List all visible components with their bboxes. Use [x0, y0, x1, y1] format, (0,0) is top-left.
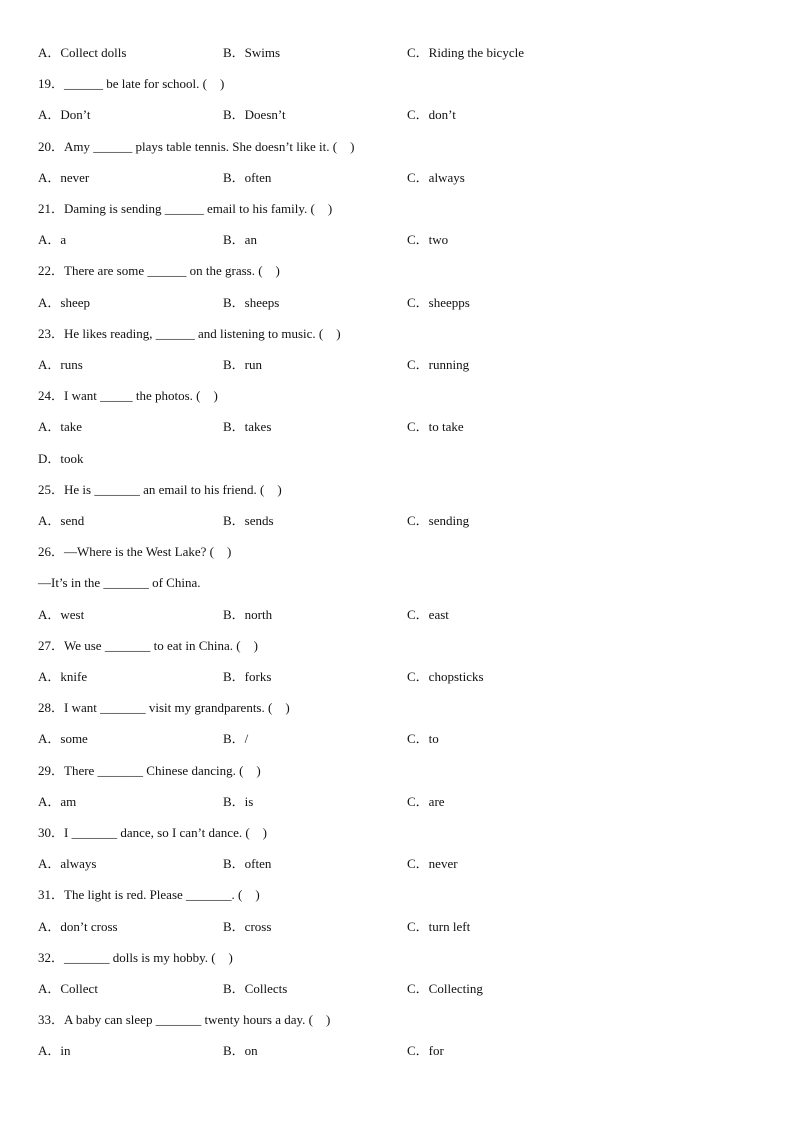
question-line [38, 387, 218, 405]
question-text: 20．Amy ______ plays table tennis. She doesn’t like it. ( ) [38, 138, 355, 154]
answer-option: C．Collecting [407, 981, 483, 996]
question-text: 25．He is _______ an email to his friend. ( ) [38, 481, 282, 497]
question-line [38, 824, 267, 842]
question-line [38, 637, 258, 655]
question-text: 26．—Where is the West Lake? ( ) [38, 544, 232, 560]
question-text: 19．______ be late for school. ( ) [38, 76, 225, 92]
answer-option: C．are [407, 793, 445, 809]
answer-option: C．running [407, 357, 470, 372]
answer-option: A．never [38, 169, 90, 185]
answer-option: B．forks [223, 669, 272, 684]
answer-option: B．Swims [223, 45, 281, 60]
question-text: 21．Daming is sending ______ email to his family. ( ) [38, 201, 333, 216]
question-line [38, 574, 201, 592]
answer-option: A．take [38, 419, 83, 435]
answer-option: C．to [407, 731, 439, 747]
answer-option: B．sheeps [223, 294, 280, 310]
question-text: 33．A baby can sleep _______ twenty hours a day. ( ) [38, 1012, 331, 1028]
question-line [38, 200, 332, 218]
question-text: 29．There _______ Chinese dancing. ( ) [38, 762, 261, 778]
answer-option: C．for [407, 1043, 444, 1059]
answer-option: A．in [38, 1043, 71, 1059]
answer-option: B．is [223, 793, 254, 809]
answer-option: B．/ [223, 731, 249, 747]
question-text: 30．I _______ dance, so I can’t dance. ( ) [38, 825, 267, 840]
answer-option: B．north [223, 606, 273, 622]
answer-option: C．sending [407, 513, 470, 528]
answer-option: A．don’t cross [38, 918, 118, 934]
answer-option: A．some [38, 731, 88, 747]
answer-option: A．sheep [38, 294, 90, 310]
answer-option: C．Riding the bicycle [407, 45, 524, 60]
answer-option: C．never [407, 856, 458, 872]
question-text: 31．The light is red. Please _______. ( ) [38, 887, 260, 903]
question-text: 28．I want _______ visit my grandparents. ( ) [38, 700, 290, 716]
answer-option: C．don’t [407, 107, 456, 123]
answer-option: A．always [38, 856, 97, 872]
question-line [38, 949, 233, 967]
answer-option: B．run [223, 357, 263, 372]
answer-option: A．knife [38, 669, 88, 684]
question-line [38, 75, 224, 93]
question-line [38, 138, 354, 156]
answer-option: A．Collect [38, 981, 98, 996]
answer-option: C．east [407, 606, 449, 622]
question-line [38, 762, 261, 780]
answer-option: A．send [38, 513, 85, 528]
question-text: 22．There are some ______ on the grass. ( ) [38, 263, 280, 279]
answer-option: C．two [407, 232, 449, 248]
answer-option: C．always [407, 169, 465, 185]
answer-option: A．Collect dolls [38, 45, 127, 60]
answer-option: A．am [38, 793, 77, 809]
question-line [38, 699, 290, 717]
answer-option: A．Don’t [38, 107, 91, 123]
answer-option: C．chopsticks [407, 669, 484, 684]
question-text: 24．I want _____ the photos. ( ) [38, 388, 218, 404]
question-line [38, 886, 260, 904]
answer-option: B．on [223, 1043, 258, 1059]
answer-option: B．Collects [223, 981, 288, 996]
answer-option: C．turn left [407, 918, 471, 934]
answer-option: A．west [38, 606, 85, 622]
answer-option: B．Doesn’t [223, 107, 286, 123]
question-line [38, 481, 282, 499]
question-text: 32．_______ dolls is my hobby. ( ) [38, 949, 233, 965]
answer-option: B．takes [223, 419, 272, 435]
answer-option: D．took [38, 450, 84, 466]
answer-option: B．cross [223, 918, 272, 934]
question-line [38, 262, 280, 280]
question-line [38, 543, 231, 561]
answer-option: B．sends [223, 513, 274, 528]
question-text: 27．We use _______ to eat in China. ( ) [38, 637, 258, 653]
answer-option: C．sheepps [407, 294, 470, 310]
answer-option: A．runs [38, 357, 83, 372]
answer-option: B．an [223, 232, 257, 248]
answer-option: C．to take [407, 419, 464, 435]
question-line [38, 1011, 330, 1029]
answer-option: A．a [38, 232, 67, 248]
question-line [38, 325, 341, 343]
answer-option: B．often [223, 856, 272, 872]
answer-option: B．often [223, 169, 272, 185]
question-text: —It’s in the _______ of China. [38, 575, 201, 591]
question-text: 23．He likes reading, ______ and listening to music. ( ) [38, 325, 341, 341]
